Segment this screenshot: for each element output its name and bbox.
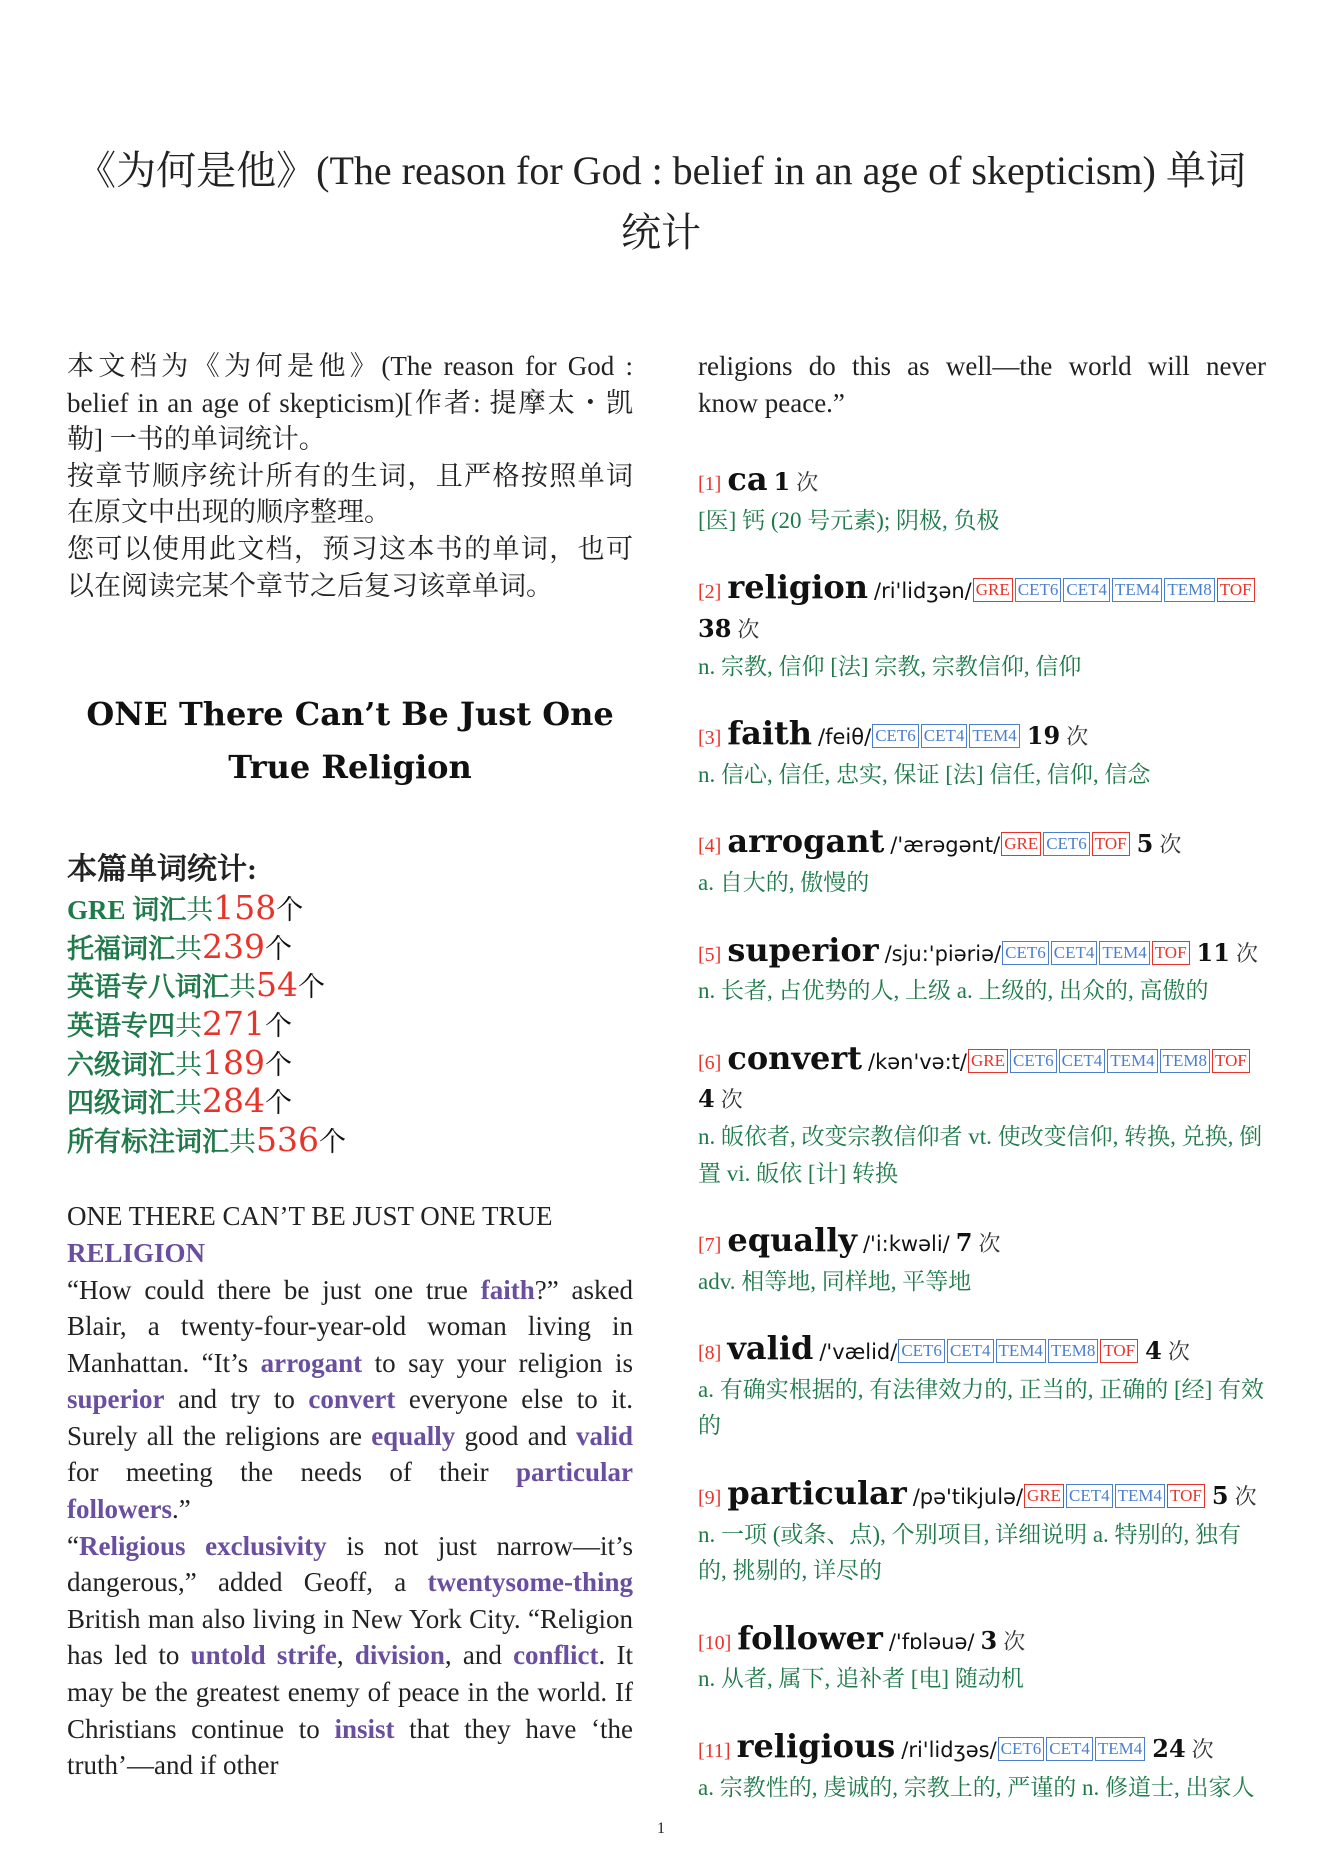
- highlighted-word: convert: [308, 1384, 396, 1415]
- right-column: [698, 348, 1266, 1806]
- chapter-heading: ONE There Can’t Be Just One True Religion: [86, 695, 614, 787]
- exam-tag: TEM4: [1112, 578, 1162, 602]
- exam-tag: CET6: [898, 1339, 945, 1363]
- entry-word: convert: [727, 1038, 863, 1077]
- stat-gong: 共: [175, 1049, 202, 1080]
- stat-unit: 个: [265, 933, 292, 964]
- exam-tag: GRE: [1001, 832, 1041, 856]
- vocab-header: [698, 1475, 1266, 1517]
- exam-tag: TEM8: [1164, 578, 1214, 602]
- stat-count: 54: [256, 965, 298, 1005]
- entry-count-unit: 次: [1066, 724, 1089, 750]
- stat-gong: 共: [186, 895, 214, 926]
- entry-word: arrogant: [727, 822, 885, 861]
- entry-word: faith: [727, 714, 813, 753]
- entry-index: [9]: [698, 1487, 722, 1510]
- entry-phonetic: /'ærəgənt/: [890, 833, 1001, 858]
- passage-heading-highlight: RELIGION: [67, 1237, 206, 1268]
- highlighted-word: arrogant: [260, 1347, 363, 1378]
- entry-index: [5]: [698, 943, 722, 966]
- vocab-header: [698, 823, 1266, 865]
- vocab-entry: [698, 715, 1266, 793]
- entry-count-unit: 次: [1234, 1484, 1257, 1510]
- left-column: [67, 348, 633, 1784]
- exam-tag: GRE: [973, 578, 1013, 602]
- entry-count-unit: 次: [796, 470, 819, 496]
- stat-unit: 个: [265, 1088, 292, 1119]
- exam-tag: TEM4: [996, 1339, 1046, 1363]
- entry-count: 5: [1136, 829, 1154, 859]
- entry-count: 19: [1026, 721, 1061, 751]
- entry-definition: adv. 相等地, 同样地, 平等地: [698, 1268, 972, 1294]
- entry-count-unit: 次: [720, 1087, 743, 1113]
- exam-tag: TEM4: [969, 724, 1019, 748]
- highlighted-word: particular: [516, 1457, 633, 1488]
- highlighted-word: exclusivity: [205, 1530, 327, 1561]
- vocab-entry: [698, 569, 1266, 685]
- stat-label: 英语专四共: [67, 1010, 202, 1041]
- entry-count-unit: 次: [1003, 1628, 1026, 1654]
- exam-tag: TOF: [1167, 1484, 1205, 1508]
- entry-count: 3: [980, 1625, 998, 1655]
- entry-definition: n. 从者, 属下, 追补者 [电] 随动机: [698, 1666, 1024, 1692]
- stat-row: [67, 1042, 633, 1084]
- passage-heading-text: ONE THERE CAN’T BE JUST ONE TRUE: [67, 1201, 553, 1232]
- entry-word: religion: [727, 568, 868, 607]
- vocab-header: [698, 1222, 1266, 1264]
- highlighted-word: twentysome-thing: [427, 1567, 633, 1598]
- exam-tag: CET4: [1059, 1049, 1106, 1073]
- exam-tag: CET4: [1051, 941, 1098, 965]
- entry-count: 4: [1145, 1336, 1162, 1366]
- passage-body: “How could there be just one true faith?” asked Blair, a twenty-four-year-old woman living in Manhattan. “It’s arrogant to say your religion is superior and try to convert everyone else to it. Surely all the religions are equally good and valid for meeting the needs of their particular followers.” “Religious exclusivity is not just narrow—it’s dangerous,” added Geoff, a twentysome-thing British man also living in New York City. “Religion has led to untold strife, division, and conflict. It may be the greatest enemy of peace in the world. If Christians continue to insist that they have ‘the truth’—and if other: [67, 1274, 634, 1781]
- entry-word: equally: [727, 1221, 857, 1260]
- highlighted-word: equally: [371, 1420, 456, 1451]
- exam-tag: CET4: [947, 1339, 994, 1363]
- exam-tag: GRE: [1024, 1484, 1064, 1508]
- stat-label: 托福词汇共: [67, 933, 202, 964]
- entry-definition: n. 一项 (或条、点), 个别项目, 详细说明 a. 特别的, 独有的, 挑剔的, 详尽的: [698, 1521, 1242, 1584]
- highlighted-word: untold: [190, 1640, 266, 1671]
- highlighted-word: division: [354, 1640, 445, 1671]
- vocab-header: [698, 1040, 1266, 1119]
- exam-tag: CET6: [1002, 941, 1049, 965]
- highlighted-word: strife: [276, 1640, 337, 1671]
- entry-phonetic: /'fɒləuə/: [888, 1629, 975, 1654]
- entry-definition: n. 信心, 信任, 忠实, 保证 [法] 信任, 信仰, 信念: [698, 761, 1151, 787]
- exam-tag: TOF: [1212, 1049, 1250, 1073]
- entry-count: 7: [955, 1228, 973, 1258]
- entry-index: [10]: [698, 1631, 732, 1654]
- entry-phonetic: /pə'tikjulə/: [912, 1485, 1024, 1510]
- entry-count: 11: [1196, 937, 1230, 967]
- entry-word: religious: [736, 1727, 896, 1766]
- vocab-entry: [698, 1620, 1266, 1698]
- entry-count: 5: [1211, 1481, 1229, 1511]
- exam-tag: TOF: [1092, 832, 1130, 856]
- exam-tag: CET6: [1015, 578, 1062, 602]
- stat-unit: 个: [298, 972, 325, 1003]
- stat-label: GRE 词汇共: [67, 895, 214, 926]
- exam-tag: TEM4: [1107, 1049, 1157, 1073]
- vocab-entry: [698, 1475, 1266, 1590]
- exam-tag: CET4: [1046, 1737, 1093, 1761]
- stat-row: [67, 1003, 633, 1045]
- vocab-entry: [698, 1728, 1266, 1806]
- entry-count: 1: [773, 467, 791, 497]
- stat-count: 158: [213, 888, 277, 928]
- stats-title: 本篇单词统计:: [67, 853, 257, 887]
- exam-tag: TOF: [1100, 1339, 1138, 1363]
- vocab-header: [698, 569, 1266, 648]
- entry-word: superior: [727, 930, 879, 969]
- entry-phonetic: /'vælid/: [819, 1340, 898, 1365]
- exam-tag: TEM4: [1095, 1737, 1145, 1761]
- stat-count: 271: [202, 1003, 265, 1043]
- entry-count-unit: 次: [1191, 1737, 1214, 1763]
- exam-tag: TEM4: [1099, 941, 1149, 965]
- stat-gong: 共: [175, 1088, 202, 1119]
- highlighted-word: conflict: [513, 1640, 599, 1671]
- entry-definition: [医] 钙 (20 号元素); 阴极, 负极: [698, 507, 1000, 533]
- vocab-header: [698, 461, 1266, 503]
- entry-definition: n. 皈依者, 改变宗教信仰者 vt. 使改变信仰, 转换, 兑换, 倒置 vi. 皈依 [计] 转换: [698, 1123, 1263, 1186]
- stat-gong: 共: [229, 1126, 256, 1157]
- exam-tag: TOF: [1152, 941, 1190, 965]
- stat-label: 英语专八词汇共: [67, 972, 256, 1003]
- entry-definition: n. 长者, 占优势的人, 上级 a. 上级的, 出众的, 高傲的: [698, 978, 1209, 1004]
- stat-label: 所有标注词汇共: [67, 1126, 256, 1157]
- exam-tag: CET6: [872, 724, 919, 748]
- highlighted-word: Religious: [78, 1530, 186, 1561]
- entry-index: [8]: [698, 1342, 722, 1365]
- vocab-entry: [698, 1222, 1266, 1300]
- entry-definition: n. 宗教, 信仰 [法] 宗教, 宗教信仰, 信仰: [698, 653, 1082, 679]
- highlighted-word: followers: [67, 1494, 172, 1525]
- entry-index: [7]: [698, 1234, 722, 1257]
- stat-unit: 个: [265, 1049, 292, 1080]
- entry-index: [6]: [698, 1051, 722, 1074]
- stat-unit: 个: [265, 1010, 292, 1041]
- vocab-header: [698, 1728, 1266, 1770]
- exam-tag: CET4: [1066, 1484, 1113, 1508]
- entry-definition: a. 宗教性的, 虔诚的, 宗教上的, 严谨的 n. 修道士, 出家人: [698, 1774, 1255, 1800]
- exam-tag: TEM4: [1115, 1484, 1165, 1508]
- vocab-entry: [698, 932, 1266, 1010]
- vocab-header: [698, 932, 1266, 974]
- entry-count-unit: 次: [1235, 940, 1258, 966]
- entry-phonetic: /kən'və:t/: [868, 1049, 967, 1074]
- stat-count: 536: [256, 1119, 319, 1159]
- highlighted-word: insist: [334, 1713, 395, 1744]
- stat-gong: 共: [229, 972, 256, 1003]
- intro-paragraph-3: 您可以使用此文档，预习这本书的单词，也可以在阅读完某个章节之后复习该章单词。: [67, 533, 633, 601]
- stat-row: [67, 926, 633, 968]
- stat-row: [67, 1083, 633, 1122]
- entry-count: 4: [698, 1084, 715, 1114]
- entry-count: 24: [1152, 1734, 1186, 1764]
- vocab-entry: [698, 1040, 1266, 1192]
- stat-label: 四级词汇共: [67, 1088, 202, 1119]
- highlighted-word: faith: [480, 1274, 535, 1305]
- entry-index: [3]: [698, 727, 722, 750]
- stats-list: [67, 890, 633, 1160]
- exam-tag: CET4: [921, 724, 968, 748]
- entry-phonetic: /sju:'piəriə/: [884, 941, 1002, 966]
- entry-phonetic: /'i:kwəli/: [862, 1232, 950, 1257]
- intro-paragraph-1: 本文档为《为何是他》(The reason for God : belief in an age of skepticism)[作者: 提摩太・凯勒] 一书的单词统计。: [67, 351, 633, 455]
- stat-row: [67, 1119, 633, 1161]
- document-title: 《为何是他》(The reason for God : belief in an age of skepticism) 单词统计: [76, 148, 1246, 255]
- vocab-header: [698, 1330, 1266, 1372]
- vocab-header: [698, 715, 1266, 757]
- entry-word: particular: [727, 1474, 907, 1513]
- vocab-entry: [698, 823, 1266, 901]
- entry-index: [11]: [698, 1740, 731, 1763]
- stat-gong: 共: [175, 1010, 202, 1041]
- vocab-header: [698, 1620, 1266, 1662]
- exam-tag: CET6: [998, 1737, 1045, 1761]
- stat-count: 189: [202, 1042, 265, 1082]
- entry-count-unit: 次: [1159, 832, 1182, 858]
- entry-count-unit: 次: [978, 1231, 1001, 1257]
- exam-tag: TOF: [1217, 578, 1255, 602]
- entry-word: ca: [727, 460, 768, 499]
- exam-tag: CET6: [1043, 832, 1090, 856]
- entry-index: [1]: [698, 473, 722, 496]
- entry-word: follower: [737, 1618, 883, 1657]
- exam-tag: CET6: [1010, 1049, 1057, 1073]
- passage-continuation: religions do this as well—the world will never know peace.”: [698, 351, 1266, 418]
- stat-row: [67, 890, 633, 929]
- entry-count-unit: 次: [1167, 1339, 1190, 1365]
- entry-index: [4]: [698, 835, 722, 858]
- stat-label: 六级词汇共: [67, 1049, 202, 1080]
- stat-unit: 个: [319, 1126, 346, 1157]
- exam-tag: CET4: [1063, 578, 1110, 602]
- exam-tag: TEM8: [1048, 1339, 1098, 1363]
- stat-count: 239: [202, 926, 265, 966]
- entry-definition: a. 自大的, 傲慢的: [698, 869, 870, 895]
- exam-tag: TEM8: [1160, 1049, 1210, 1073]
- stat-unit: 个: [276, 895, 304, 926]
- highlighted-word: valid: [575, 1420, 633, 1451]
- entry-phonetic: /feiθ/: [818, 725, 872, 750]
- page-number: 1: [657, 1820, 665, 1837]
- entry-definition: a. 有确实根据的, 有法律效力的, 正当的, 正确的 [经] 有效的: [698, 1376, 1265, 1439]
- vocab-entry: [698, 461, 1266, 539]
- stat-count: 284: [202, 1081, 265, 1121]
- stat-gong: 共: [175, 933, 202, 964]
- entry-index: [2]: [698, 581, 722, 604]
- entry-phonetic: /ri'lidʒən/: [874, 579, 972, 604]
- entry-phonetic: /ri'lidʒəs/: [901, 1738, 997, 1763]
- intro-paragraph-2: 按章节顺序统计所有的生词，且严格按照单词在原文中出现的顺序整理。: [67, 460, 633, 528]
- stat-row: [67, 967, 633, 1006]
- exam-tag: GRE: [968, 1049, 1008, 1073]
- vocab-entry: [698, 1330, 1266, 1445]
- vocabulary-list: [698, 461, 1266, 1806]
- entry-count: 38: [698, 613, 732, 643]
- highlighted-word: superior: [67, 1384, 165, 1415]
- entry-word: valid: [727, 1329, 814, 1368]
- entry-count-unit: 次: [737, 616, 760, 642]
- passage-heading: [67, 1198, 633, 1271]
